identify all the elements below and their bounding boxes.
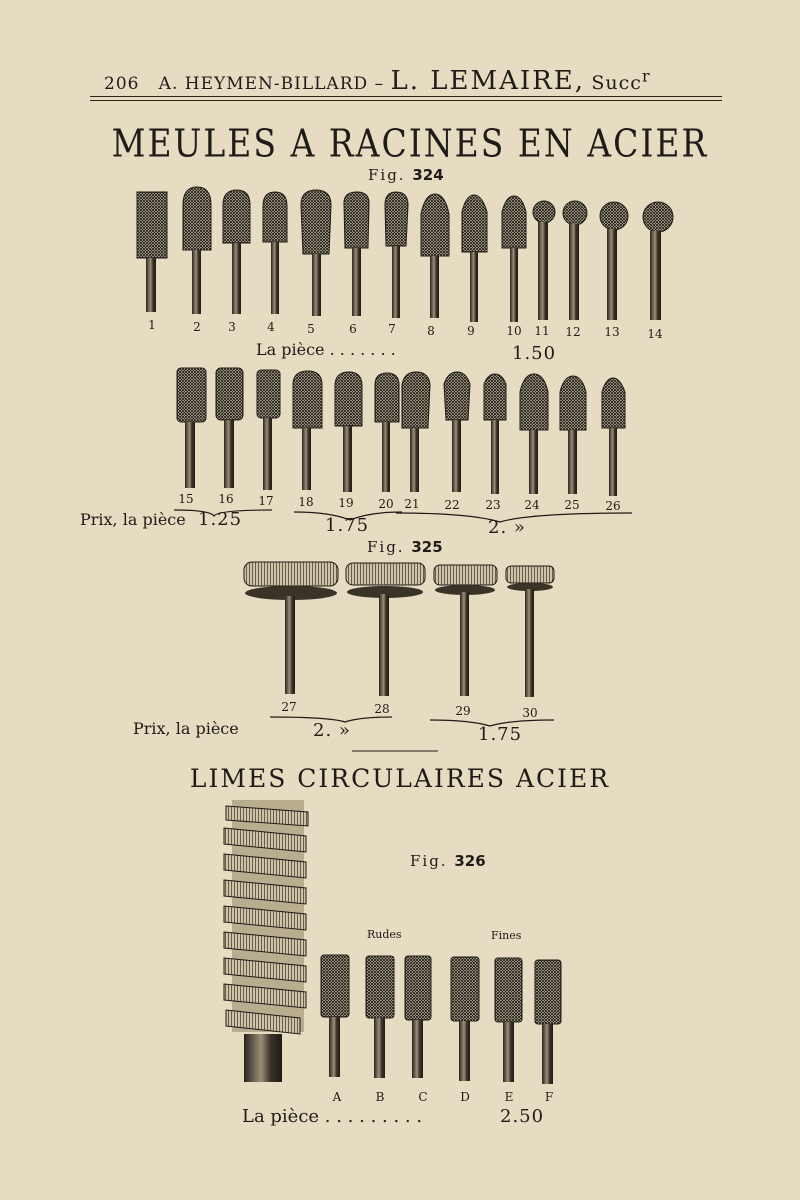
limes-price: 2.50: [500, 1106, 545, 1127]
item-number: 17: [258, 494, 274, 508]
burr-10: [502, 196, 526, 322]
burr-4: [263, 192, 287, 314]
burr-6: [344, 192, 369, 316]
item-number: 4: [267, 320, 275, 334]
item-number: 2: [193, 320, 201, 334]
item-number: 16: [218, 492, 234, 506]
fig-325-caption: Fig. 325: [367, 538, 443, 556]
item-number: 23: [485, 498, 501, 512]
rudes-label: Rudes: [367, 928, 402, 941]
burr-14: [643, 202, 673, 320]
item-number: 19: [338, 496, 354, 510]
large-spiral-file: [224, 800, 308, 1082]
item-number: 15: [178, 492, 194, 506]
burr-row-1: [137, 187, 673, 322]
item-number: 1: [148, 318, 156, 332]
disc-28: [346, 563, 425, 696]
item-number: 29: [455, 704, 471, 718]
succ-abbrev: Succ$^r$: [591, 66, 651, 94]
file-letter: B: [375, 1090, 385, 1104]
item-number: 26: [605, 499, 621, 513]
row1-price-label: La pièce . . . . . . .: [256, 340, 396, 359]
item-number: 3: [228, 320, 236, 334]
row2-price-3: 2. »: [488, 517, 526, 538]
item-number: 27: [281, 700, 297, 714]
row3-price-1: 2. »: [313, 720, 351, 741]
disc-27: [244, 562, 338, 694]
disc-29: [434, 565, 497, 696]
burr-26: [602, 378, 625, 496]
file-letter: F: [544, 1090, 554, 1104]
file-letter: E: [504, 1090, 514, 1104]
item-number: 18: [298, 495, 314, 509]
fines-label: Fines: [491, 929, 522, 942]
item-number: 25: [564, 498, 580, 512]
file-F: [535, 960, 561, 1084]
burr-15: [177, 368, 206, 488]
fig-324-caption: Fig. 324: [368, 166, 444, 184]
burr-8: [421, 194, 449, 318]
item-number: 30: [522, 706, 538, 720]
item-number: 8: [427, 324, 435, 338]
burr-5: [301, 190, 331, 316]
disc-30: [506, 566, 554, 697]
row3-price-2: 1.75: [478, 724, 523, 745]
burr-16: [216, 368, 243, 488]
burr-2: [183, 187, 211, 314]
burr-19: [335, 372, 362, 492]
row3-price-label: Prix, la pièce: [133, 719, 239, 738]
file-E: [495, 958, 522, 1082]
item-number: 5: [307, 322, 315, 336]
burr-18: [293, 371, 322, 490]
burr-3: [223, 190, 250, 314]
item-number: 22: [444, 498, 460, 512]
item-number: 14: [647, 327, 663, 341]
header-dash: –: [374, 74, 385, 94]
item-number: 21: [404, 497, 420, 511]
disc-row: [244, 562, 554, 697]
burr-21: [402, 372, 430, 492]
item-number: 12: [565, 325, 581, 339]
file-letter: C: [418, 1090, 428, 1104]
burr-22: [444, 372, 470, 492]
item-number: 13: [604, 325, 620, 339]
burr-25: [560, 376, 586, 494]
item-number: 10: [506, 324, 522, 338]
section-title-limes: LIMES CIRCULAIRES ACIER: [189, 764, 611, 793]
burr-17: [257, 370, 280, 490]
burr-13: [600, 202, 628, 320]
publisher-name: A. HEYMEN-BILLARD: [158, 74, 369, 94]
row2-price-1: 1.25: [198, 509, 243, 530]
file-letter: A: [332, 1090, 342, 1104]
file-C: [405, 956, 431, 1078]
burr-24: [520, 374, 548, 494]
item-number: 7: [388, 322, 396, 336]
file-B: [366, 956, 394, 1078]
section-title-meules: MEULES A RACINES EN ACIER: [111, 121, 709, 166]
fig-326-caption: Fig. 326: [410, 852, 486, 870]
burr-1: [137, 192, 167, 312]
burr-20: [375, 373, 399, 492]
page-number: 206: [104, 74, 140, 94]
item-number: 28: [374, 702, 390, 716]
row2-price-2: 1.75: [325, 515, 370, 536]
item-number: 24: [524, 498, 540, 512]
file-D: [451, 957, 479, 1081]
successor-name: L. LEMAIRE,: [390, 66, 585, 96]
item-number: 11: [534, 324, 550, 338]
item-number: 6: [349, 322, 357, 336]
small-files: [321, 955, 561, 1084]
item-number: 20: [378, 497, 394, 511]
row2-price-label: Prix, la pièce: [80, 510, 186, 529]
item-number: 9: [467, 324, 475, 338]
burr-7: [385, 192, 408, 318]
burr-11: [533, 201, 555, 320]
row1-price: 1.50: [512, 343, 557, 364]
burr-9: [462, 195, 487, 322]
file-A: [321, 955, 349, 1077]
burr-23: [484, 374, 506, 494]
limes-price-label: La pièce . . . . . . . . .: [242, 1106, 423, 1127]
burr-row-2: [177, 368, 625, 496]
burr-12: [563, 201, 587, 320]
file-letter: D: [460, 1090, 470, 1104]
